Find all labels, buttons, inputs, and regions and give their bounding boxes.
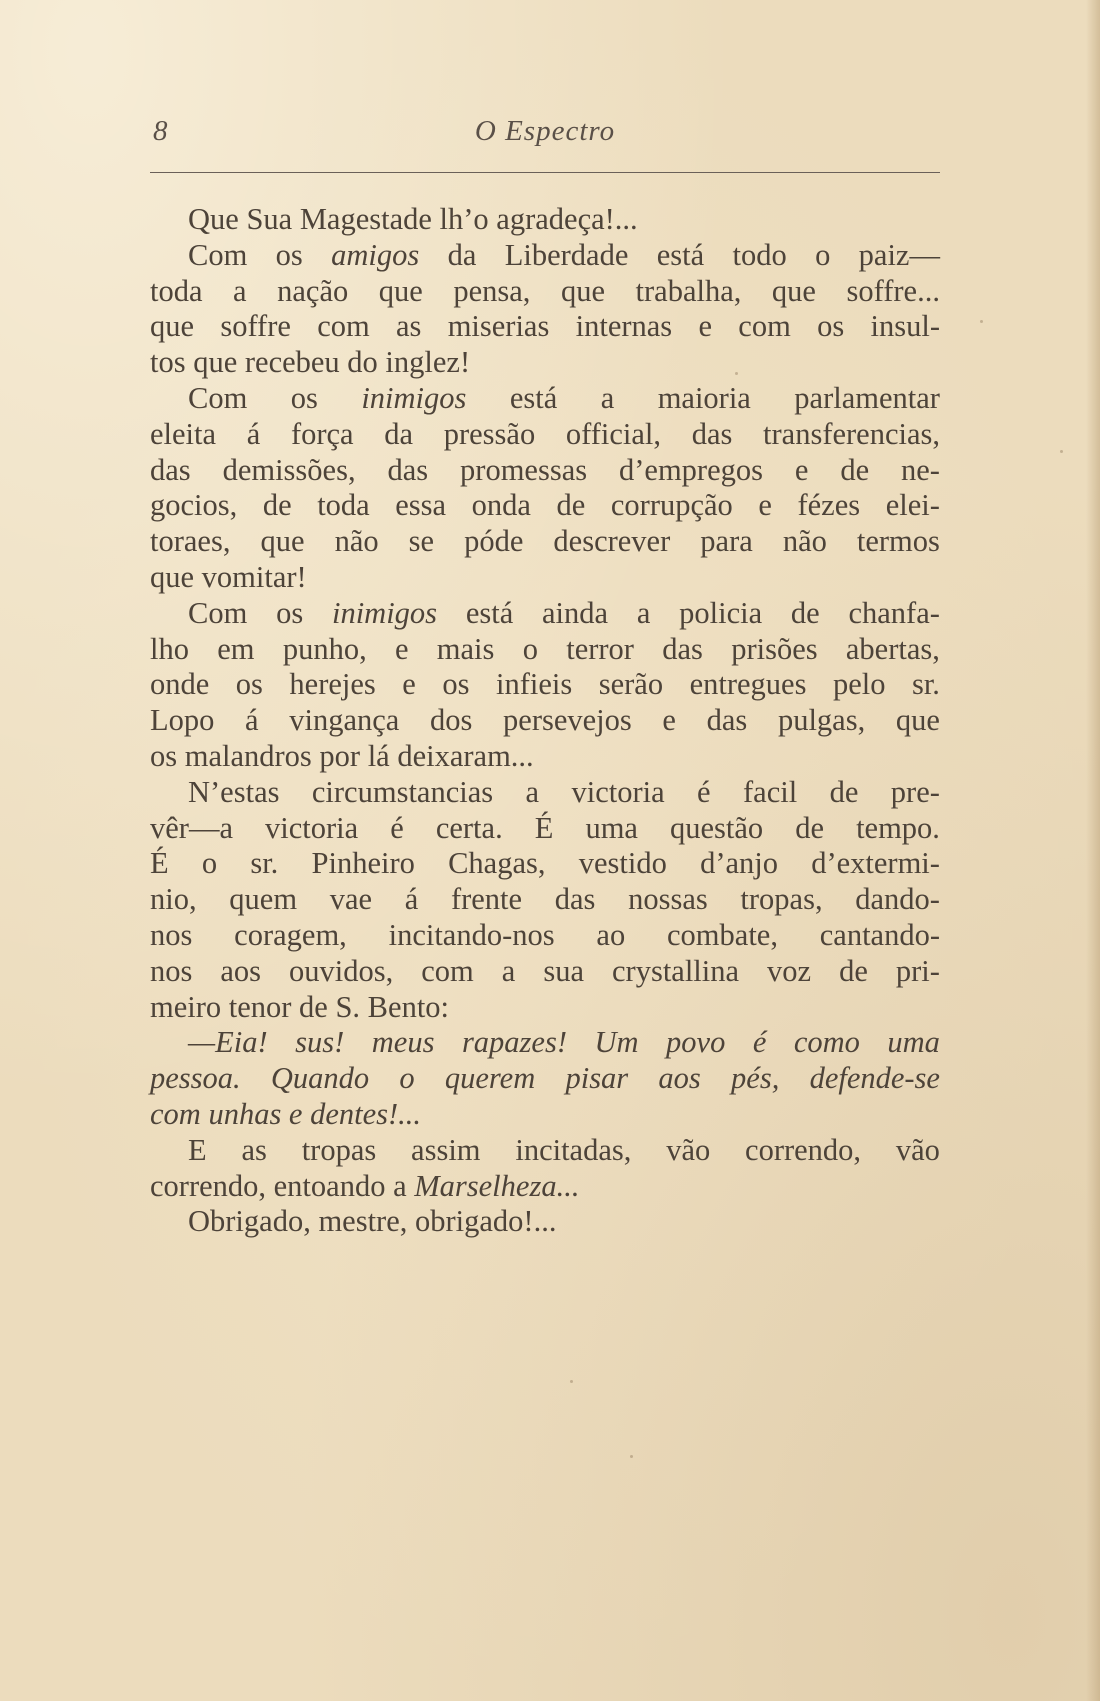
word: pessoa. xyxy=(150,1061,241,1096)
paper-speck xyxy=(1060,450,1063,453)
word: e xyxy=(794,452,809,487)
text-line xyxy=(150,703,940,739)
word: soffre xyxy=(220,309,291,344)
word: serão xyxy=(598,667,664,702)
word: É xyxy=(534,810,554,845)
text-line: os malandros por lá deixaram... xyxy=(150,738,534,773)
word: a xyxy=(501,953,516,988)
word: pelo xyxy=(832,667,886,702)
word: vão xyxy=(895,1132,940,1167)
word: certa. xyxy=(435,810,503,845)
word: ouvidos, xyxy=(289,953,394,988)
word: fézes xyxy=(797,488,861,523)
text-line xyxy=(150,417,940,453)
word: termos xyxy=(856,524,940,559)
word: defende-se xyxy=(809,1061,940,1096)
word: policia xyxy=(679,595,763,630)
word: frente xyxy=(450,882,523,917)
word: póde xyxy=(464,524,524,559)
word: vêr—a xyxy=(150,810,233,845)
word: de xyxy=(556,488,586,523)
header-rule xyxy=(150,172,940,173)
word: pés, xyxy=(731,1061,780,1096)
word: voz xyxy=(767,953,812,988)
word: facil xyxy=(743,774,798,809)
word: Marselheza... xyxy=(414,1168,580,1203)
word: de xyxy=(790,595,820,630)
word: cantando- xyxy=(819,917,940,952)
word: as xyxy=(395,309,422,344)
word: assim xyxy=(411,1132,481,1167)
word: ne- xyxy=(901,452,940,487)
word: questão xyxy=(670,810,764,845)
word: á xyxy=(246,416,261,451)
word: todo xyxy=(732,237,787,272)
word: com xyxy=(317,309,370,344)
word: é xyxy=(752,1025,767,1060)
word: descrever xyxy=(553,524,671,559)
word: das xyxy=(662,631,703,666)
word: uma xyxy=(887,1025,940,1060)
page-body xyxy=(150,202,940,1240)
word: povo xyxy=(666,1025,726,1060)
word: Pinheiro xyxy=(311,846,415,881)
word: de xyxy=(839,953,868,988)
word: corrupção xyxy=(610,488,733,523)
word: das xyxy=(706,703,748,738)
word: nio, xyxy=(150,882,197,917)
word: maioria xyxy=(657,380,751,415)
word: insul- xyxy=(870,309,940,344)
word: de xyxy=(262,488,292,523)
word: ao xyxy=(596,917,626,952)
word: da xyxy=(384,416,414,451)
text-line xyxy=(150,632,940,668)
word: toda xyxy=(317,488,370,523)
paper-speck xyxy=(735,372,738,375)
text-line xyxy=(150,1133,940,1169)
word: meus xyxy=(371,1025,435,1060)
running-title: O Espectro xyxy=(474,115,616,147)
word: não xyxy=(782,524,827,559)
word: querem xyxy=(444,1061,536,1096)
word: e xyxy=(698,309,713,344)
text-line xyxy=(150,524,940,560)
word: está xyxy=(656,237,705,272)
text-line xyxy=(150,596,940,632)
word: —Eia! xyxy=(188,1025,268,1060)
word: e xyxy=(402,667,416,702)
text-line xyxy=(150,453,940,489)
word: é xyxy=(697,774,711,809)
page-number: 8 xyxy=(153,115,168,147)
paper-speck xyxy=(570,1380,573,1383)
word: está xyxy=(465,595,514,630)
word: aos xyxy=(220,953,262,988)
word: sua xyxy=(543,953,584,988)
word: com xyxy=(738,309,791,344)
word: aos xyxy=(658,1061,701,1096)
word: de xyxy=(829,774,859,809)
word: incitadas, xyxy=(515,1132,632,1167)
word: tropas xyxy=(301,1132,377,1167)
word: das xyxy=(691,416,733,451)
word: sr. xyxy=(911,667,940,702)
word: nossas xyxy=(628,882,708,917)
word: tempo. xyxy=(856,810,940,845)
word: combate, xyxy=(667,917,778,952)
word: essa xyxy=(395,488,447,523)
word: Um xyxy=(594,1025,639,1060)
word: entregues xyxy=(689,667,807,702)
word: victoria xyxy=(265,810,359,845)
word: para xyxy=(700,524,753,559)
text-line xyxy=(150,846,940,882)
word: incitando-nos xyxy=(388,917,555,952)
word: o xyxy=(399,1061,415,1096)
word: as xyxy=(241,1132,267,1167)
text-line xyxy=(150,238,940,274)
text-line xyxy=(150,775,940,811)
word: das xyxy=(387,452,429,487)
word: demissões, xyxy=(222,452,356,487)
word: os xyxy=(235,667,263,702)
word: inimigos xyxy=(361,380,467,415)
word: nação xyxy=(277,273,349,308)
text-line xyxy=(150,918,940,954)
word: miserias xyxy=(447,309,550,344)
word: tropas, xyxy=(740,882,823,917)
word: Lopo xyxy=(150,703,215,738)
word: pre- xyxy=(890,774,940,809)
word: os xyxy=(442,667,470,702)
word: dando- xyxy=(855,882,940,917)
word: a xyxy=(636,595,651,630)
word: official, xyxy=(565,416,662,451)
text-line xyxy=(150,309,940,345)
word: e xyxy=(394,631,409,666)
word: os xyxy=(817,309,845,344)
text-line xyxy=(150,882,940,918)
text-line xyxy=(150,1061,940,1097)
word: e xyxy=(758,488,772,523)
word: herejes xyxy=(289,667,376,702)
word: e xyxy=(662,703,676,738)
word: coragem, xyxy=(234,917,347,952)
word: trabalha, xyxy=(635,273,742,308)
word: a xyxy=(525,774,540,809)
word: correndo, xyxy=(745,1132,862,1167)
word: infieis xyxy=(495,667,573,702)
text-line xyxy=(150,488,940,524)
word: a xyxy=(600,380,615,415)
running-header xyxy=(150,115,940,155)
word: Quando xyxy=(270,1061,370,1096)
word: onda xyxy=(471,488,531,523)
word: Com xyxy=(188,237,248,272)
text-line: Que Sua Magestade lh’o agradeça!... xyxy=(188,202,638,236)
word: se xyxy=(408,524,435,559)
word: é xyxy=(390,810,404,845)
word: nos xyxy=(150,953,193,988)
word: d’extermi- xyxy=(811,846,940,881)
word: toda xyxy=(150,273,203,308)
word: eleita xyxy=(150,416,217,451)
word: crystallina xyxy=(612,953,740,988)
word: vão xyxy=(666,1132,711,1167)
word: d’empregos xyxy=(619,452,763,487)
word: á xyxy=(245,703,259,738)
word: os xyxy=(275,237,303,272)
word: os xyxy=(276,595,304,630)
word: de xyxy=(795,810,825,845)
word: mais xyxy=(436,631,495,666)
word: está xyxy=(509,380,558,415)
word: chanfa- xyxy=(848,595,940,630)
word: da xyxy=(447,237,477,272)
word: como xyxy=(793,1025,860,1060)
word: elei- xyxy=(885,488,940,523)
word: transferencias, xyxy=(763,416,940,451)
word: de xyxy=(840,452,870,487)
word: os xyxy=(290,380,318,415)
word: que xyxy=(771,273,816,308)
word: rapazes! xyxy=(461,1025,567,1060)
word: força xyxy=(290,416,354,451)
text-line: com unhas e dentes!... xyxy=(150,1096,422,1131)
text-line: Obrigado, mestre, obrigado!... xyxy=(188,1204,557,1239)
word: que xyxy=(260,524,305,559)
word: que xyxy=(895,703,940,738)
word: nos xyxy=(150,917,193,952)
word: gocios, xyxy=(150,488,238,523)
word: que xyxy=(378,273,423,308)
word: internas xyxy=(575,309,673,344)
word: que xyxy=(560,273,606,308)
word: pensa, xyxy=(453,273,531,308)
word: parlamentar xyxy=(794,380,940,415)
word: sus! xyxy=(295,1025,345,1060)
page-edge-shadow xyxy=(1086,0,1100,1701)
word: em xyxy=(217,631,255,666)
word: a xyxy=(393,1168,415,1203)
word: abertas, xyxy=(845,631,940,666)
word: lho xyxy=(150,631,189,666)
word: toraes, xyxy=(150,524,231,559)
word: á xyxy=(404,882,419,917)
word: com xyxy=(421,953,474,988)
word: sr. xyxy=(250,846,279,881)
word: d’anjo xyxy=(700,846,778,881)
word: amigos xyxy=(331,237,420,272)
word: N’estas xyxy=(188,774,280,809)
text-line xyxy=(150,667,940,703)
word: Liberdade xyxy=(504,237,629,272)
word: vestido xyxy=(578,846,667,881)
word: terror xyxy=(566,631,634,666)
word: soffre... xyxy=(846,273,940,308)
word: persevejos xyxy=(503,703,632,738)
word: É xyxy=(150,846,169,881)
word: punho, xyxy=(282,631,367,666)
paper-speck xyxy=(630,1455,633,1458)
text-line xyxy=(150,1025,940,1061)
text-line: que vomitar! xyxy=(150,559,307,594)
word: a xyxy=(233,273,247,308)
word: onde xyxy=(150,667,210,702)
word: E xyxy=(188,1132,207,1167)
word: não xyxy=(334,524,379,559)
text-line xyxy=(150,381,940,417)
word: o xyxy=(815,237,831,272)
text-line: meiro tenor de S. Bento: xyxy=(150,989,450,1024)
word: Com xyxy=(188,380,248,415)
word: o xyxy=(522,631,538,666)
word: pulgas, xyxy=(777,703,866,738)
word: das xyxy=(554,882,596,917)
word: Com xyxy=(188,595,248,630)
word: pressão xyxy=(443,416,536,451)
word: promessas xyxy=(460,452,588,487)
word: vingança xyxy=(289,703,400,738)
paper-speck xyxy=(980,320,983,323)
word: quem xyxy=(229,882,298,917)
word: vae xyxy=(329,882,373,917)
word: das xyxy=(150,452,191,487)
word: que xyxy=(150,309,195,344)
text-line: tos que recebeu do inglez! xyxy=(150,345,471,380)
word: pri- xyxy=(895,953,940,988)
word: Chagas, xyxy=(448,846,546,881)
word: o xyxy=(201,846,218,881)
word: victoria xyxy=(571,774,665,809)
word: inimigos xyxy=(331,595,438,630)
text-line xyxy=(150,954,940,990)
word: pisar xyxy=(565,1061,629,1096)
word: circumstancias xyxy=(311,774,494,809)
word: correndo, xyxy=(150,1168,274,1203)
text-line xyxy=(150,274,940,310)
word: uma xyxy=(585,810,638,845)
word: paiz— xyxy=(858,237,940,272)
word: ainda xyxy=(542,595,609,630)
text-line xyxy=(150,1169,940,1205)
word: dos xyxy=(430,703,473,738)
word: prisões xyxy=(731,631,818,666)
word: entoando xyxy=(273,1168,394,1203)
text-line xyxy=(150,811,940,847)
